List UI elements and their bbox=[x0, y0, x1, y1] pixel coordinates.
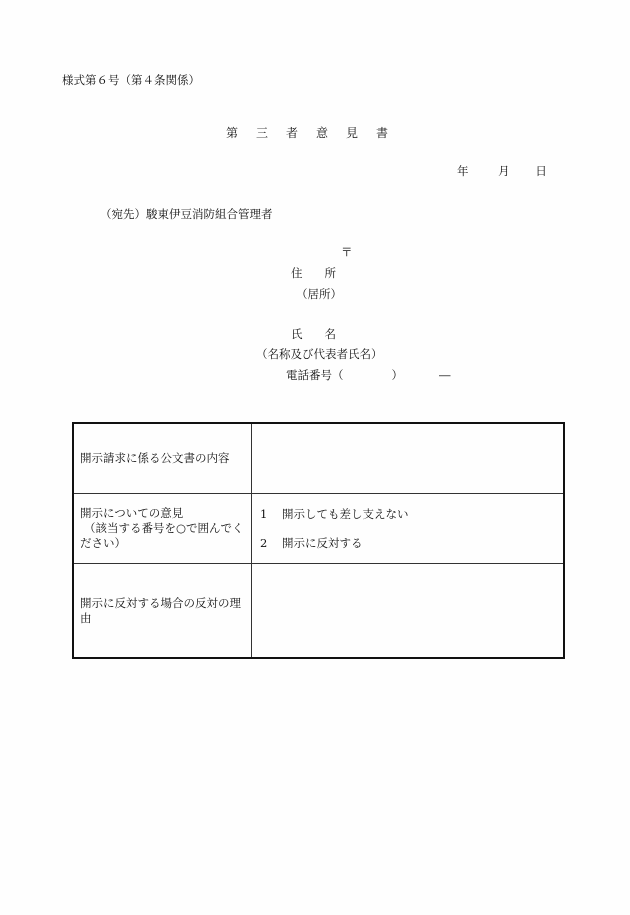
option-1[interactable] bbox=[258, 507, 557, 522]
date-line bbox=[457, 163, 547, 179]
phone-line bbox=[286, 367, 451, 383]
address-label bbox=[291, 265, 336, 281]
date-year: 年 bbox=[457, 164, 469, 178]
name-label-a: 氏 bbox=[291, 327, 303, 341]
row-label-objection-reason: 開示に反対する場合の反対の理由 bbox=[73, 564, 252, 659]
residence-label: （居所） bbox=[296, 287, 342, 301]
objection-reason-field[interactable] bbox=[252, 564, 565, 659]
document-title: 第三者意見書 bbox=[226, 126, 407, 140]
table-row bbox=[73, 564, 564, 659]
date-month: 月 bbox=[498, 164, 510, 178]
opinion-label-line1: 開示についての意見 bbox=[80, 506, 184, 520]
row-label-document-content: 開示請求に係る公文書の内容 bbox=[73, 423, 252, 494]
name-sub-label: （名称及び代表者氏名） bbox=[256, 347, 383, 361]
opinion-table bbox=[72, 422, 565, 659]
option-2-number: 2 bbox=[260, 535, 268, 550]
opinion-options bbox=[252, 494, 565, 564]
opinion-label-line3: ださい） bbox=[80, 536, 126, 550]
opinion-label-line2: （該当する番号を○で囲んでく bbox=[84, 521, 244, 535]
address-label-a: 住 bbox=[291, 266, 303, 280]
option-1-text: 開示しても差し支えない bbox=[282, 506, 409, 521]
postal-mark: 〒 bbox=[341, 245, 353, 259]
phone-dash: ― bbox=[439, 368, 451, 382]
document-content-field[interactable] bbox=[252, 423, 565, 494]
option-2[interactable] bbox=[258, 536, 557, 551]
option-1-number: 1 bbox=[260, 506, 268, 521]
phone-close-paren: ） bbox=[391, 368, 403, 382]
address-label-b: 所 bbox=[324, 266, 336, 280]
table-row bbox=[73, 423, 564, 494]
name-label-b: 名 bbox=[324, 327, 336, 341]
table-row bbox=[73, 494, 564, 564]
option-2-text: 開示に反対する bbox=[282, 535, 363, 550]
form-number-label: 様式第６号（第４条関係） bbox=[62, 73, 200, 87]
addressee: （宛先）駿東伊豆消防組合管理者 bbox=[100, 207, 273, 221]
row-label-opinion bbox=[73, 494, 252, 564]
name-label bbox=[291, 326, 336, 342]
date-day: 日 bbox=[535, 164, 547, 178]
phone-label: 電話番号（ bbox=[286, 368, 344, 382]
